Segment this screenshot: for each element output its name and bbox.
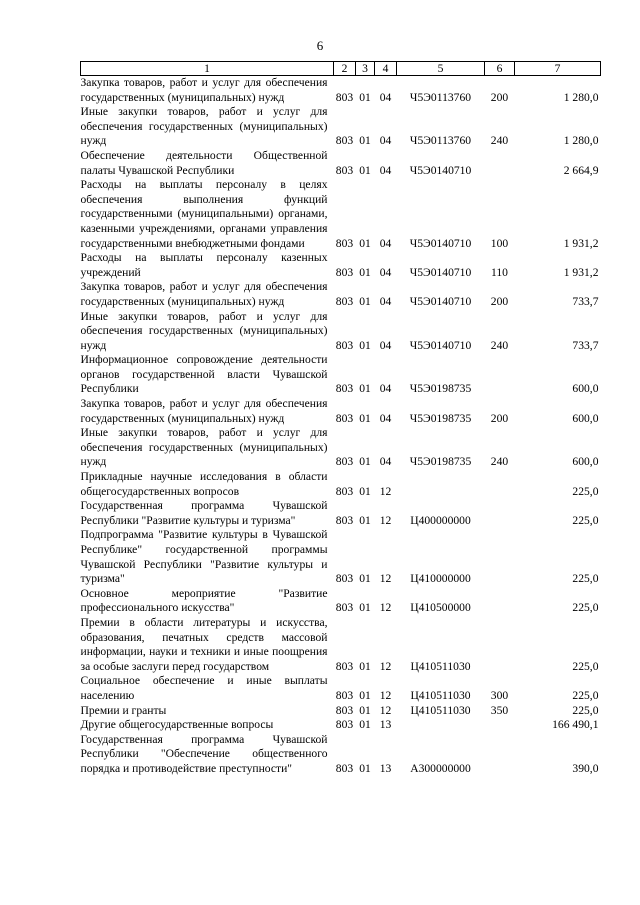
header-col-3: 3 [356,62,375,76]
table-row [81,704,601,719]
ministry-code-cell: 803 [335,411,354,425]
target-item-code-cell: Ц410511030 [410,703,471,717]
amount-cell: 225,0 [572,513,599,527]
expense-name-cell: Иные закупки товаров, работ и услуг для обеспечения государственных (муниципальных) нужд [80,309,328,352]
section-code-cell: 01 [359,163,371,177]
subsection-code-cell: 04 [379,338,392,352]
ministry-code-cell: 803 [335,761,354,775]
expense-type-code-cell: 100 [490,236,509,250]
section-code-cell: 01 [359,338,371,352]
expense-name-cell: Основное мероприятие "Развитие профессионального искусства" [80,586,328,615]
subsection-code-cell: 04 [379,455,392,469]
subsection-code-cell: 12 [379,659,392,673]
expense-name-cell: Государственная программа Чувашской Республики "Обеспечение общественного порядка и противодействие преступности" [80,732,328,775]
ministry-code-cell: 803 [335,659,354,673]
page-number: 6 [316,38,324,53]
expense-name-cell: Премии и гранты [80,703,167,717]
amount-cell: 225,0 [572,688,599,702]
subsection-code-cell: 04 [379,411,392,425]
target-item-code-cell: Ц410511030 [410,659,471,673]
ministry-code-cell: 803 [335,455,354,469]
expense-type-code-cell: 300 [490,688,509,702]
target-item-code-cell: Ч5Э0113760 [409,90,472,104]
expense-type-code-cell [485,528,515,586]
amount-cell: 1 280,0 [563,134,599,148]
header-col-4: 4 [375,62,397,76]
subsection-code-cell: 04 [379,265,392,279]
subsection-code-cell: 04 [379,163,392,177]
section-code-cell: 01 [359,572,371,586]
target-item-code-cell: Ч5Э0140710 [409,236,472,250]
ministry-code-cell: 803 [335,134,354,148]
target-item-code-cell: А300000000 [410,761,471,775]
expense-name-cell: Подпрограмма "Развитие культуры в Чувашской Республике" государственной программы Чувашской Республики "Развитие культуры и туризма" [80,528,328,586]
expense-name-cell: Расходы на выплаты персоналу казенных учреждений [80,251,328,279]
expense-type-code-cell [485,499,515,528]
header-col-7: 7 [515,62,601,76]
table-row [81,426,601,470]
ministry-code-cell: 803 [335,718,354,732]
target-item-code-cell: Ч5Э0140710 [409,265,472,279]
table-row [81,470,601,499]
amount-cell: 225,0 [572,572,599,586]
table-row [81,499,601,528]
ministry-code-cell: 803 [335,513,354,527]
target-item-code-cell: Ц400000000 [410,513,471,527]
target-item-code-cell: Ч5Э0113760 [409,134,472,148]
target-item-code-cell: Ч5Э0198735 [409,455,472,469]
table-row [81,616,601,674]
expense-name-cell: Государственная программа Чувашской Республики "Развитие культуры и туризма" [80,499,328,527]
target-item-code-cell: Ч5Э0198735 [409,382,472,396]
amount-cell: 1 280,0 [563,90,599,104]
amount-cell: 600,0 [572,455,599,469]
section-code-cell: 01 [359,236,371,250]
target-item-code-cell: Ц410511030 [410,688,471,702]
expense-type-code-cell: 200 [490,294,509,308]
ministry-code-cell: 803 [335,236,354,250]
header-col-6: 6 [485,62,515,76]
amount-cell: 225,0 [572,703,599,717]
amount-cell: 600,0 [572,382,599,396]
expense-type-code-cell: 110 [491,265,508,279]
table-row [81,76,601,106]
ministry-code-cell: 803 [335,163,354,177]
expense-name-cell: Премии в области литературы и искусства, образования, печатных средств массовой информации, науки и техники и иные поощрения за особые заслуги перед государством [80,615,328,673]
amount-cell: 225,0 [572,601,599,615]
expense-type-code-cell [485,733,515,777]
section-code-cell: 01 [359,703,371,717]
expense-type-code-cell: 200 [490,90,509,104]
ministry-code-cell: 803 [335,294,354,308]
amount-cell: 733,7 [572,338,599,352]
table-row [81,353,601,397]
budget-table [80,61,601,777]
expense-name-cell: Расходы на выплаты персоналу в целях обеспечения выполнения функций государственными (муниципальными) органами, казенными учреждениями, органами управления государственными внебюджетными фондами [80,178,328,250]
subsection-code-cell: 12 [379,688,392,702]
expense-name-cell: Иные закупки товаров, работ и услуг для обеспечения государственных (муниципальных) нужд [80,105,328,148]
section-code-cell: 01 [359,601,371,615]
section-code-cell: 01 [359,294,371,308]
subsection-code-cell: 12 [379,484,392,498]
expense-type-code-cell: 240 [490,455,509,469]
table-row [81,674,601,703]
expense-type-code-cell: 240 [490,134,509,148]
table-row [81,528,601,586]
expense-type-code-cell [485,718,515,733]
table-row [81,280,601,309]
expense-name-cell: Закупка товаров, работ и услуг для обеспечения государственных (муниципальных) нужд [80,76,328,104]
expense-type-code-cell: 200 [490,411,509,425]
amount-cell: 733,7 [572,294,599,308]
expense-type-code-cell: 240 [490,338,509,352]
target-item-code-cell [397,470,485,499]
ministry-code-cell: 803 [335,382,354,396]
table-row [81,718,601,733]
ministry-code-cell: 803 [335,484,354,498]
ministry-code-cell: 803 [335,688,354,702]
header-col-1: 1 [81,62,334,76]
target-item-code-cell: Ч5Э0198735 [409,411,472,425]
subsection-code-cell: 04 [379,294,392,308]
ministry-code-cell: 803 [335,90,354,104]
expense-type-code-cell [485,353,515,397]
ministry-code-cell: 803 [335,338,354,352]
subsection-code-cell: 13 [379,718,392,732]
ministry-code-cell: 803 [335,572,354,586]
table-row [81,733,601,777]
header-col-5: 5 [397,62,485,76]
expense-name-cell: Обеспечение деятельности Общественной палаты Чувашской Республики [80,148,328,177]
target-item-code-cell: Ц410000000 [410,572,471,586]
subsection-code-cell: 13 [379,761,392,775]
section-code-cell: 01 [359,659,371,673]
expense-name-cell: Закупка товаров, работ и услуг для обеспечения государственных (муниципальных) нужд [80,397,328,425]
amount-cell: 2 664,9 [563,163,599,177]
table-body [81,76,601,777]
table-row [81,251,601,280]
ministry-code-cell: 803 [335,265,354,279]
subsection-code-cell: 04 [379,382,392,396]
target-item-code-cell: Ц410500000 [410,601,471,615]
expense-type-code-cell [485,470,515,499]
section-code-cell: 01 [359,688,371,702]
amount-cell: 225,0 [572,484,599,498]
expense-name-cell: Информационное сопровождение деятельности органов государственной власти Чувашской Республики [80,353,328,396]
amount-cell: 225,0 [572,659,599,673]
section-code-cell: 01 [359,455,371,469]
table-row [81,587,601,616]
target-item-code-cell [397,718,485,733]
subsection-code-cell: 12 [379,513,392,527]
target-item-code-cell: Ч5Э0140710 [409,338,472,352]
expense-name-cell: Социальное обеспечение и иные выплаты населению [80,674,328,702]
subsection-code-cell: 12 [379,703,392,717]
amount-cell: 166 490,1 [552,718,599,732]
table-row [81,178,601,251]
section-code-cell: 01 [359,265,371,279]
table-row [81,105,601,149]
expense-type-code-cell [485,587,515,616]
target-item-code-cell: Ч5Э0140710 [409,163,472,177]
section-code-cell: 01 [359,718,371,732]
header-col-2: 2 [334,62,356,76]
expense-type-code-cell [485,149,515,178]
target-item-code-cell: Ч5Э0140710 [409,294,472,308]
section-code-cell: 01 [359,513,371,527]
expense-name-cell: Иные закупки товаров, работ и услуг для обеспечения государственных (муниципальных) нужд [80,426,328,469]
subsection-code-cell: 12 [379,601,392,615]
subsection-code-cell: 04 [379,236,392,250]
amount-cell: 1 931,2 [563,236,599,250]
subsection-code-cell: 04 [379,90,392,104]
expense-type-code-cell: 350 [490,703,509,717]
section-code-cell: 01 [359,484,371,498]
table-row [81,149,601,178]
expense-type-code-cell [485,616,515,674]
section-code-cell: 01 [359,90,371,104]
section-code-cell: 01 [359,382,371,396]
ministry-code-cell: 803 [335,601,354,615]
section-code-cell: 01 [359,411,371,425]
amount-cell: 1 931,2 [563,265,599,279]
table-row [81,310,601,354]
section-code-cell: 01 [359,761,371,775]
section-code-cell: 01 [359,134,371,148]
expense-name-cell: Закупка товаров, работ и услуг для обеспечения государственных (муниципальных) нужд [80,280,328,308]
table-row [81,397,601,426]
subsection-code-cell: 04 [379,134,392,148]
subsection-code-cell: 12 [379,572,392,586]
amount-cell: 600,0 [572,411,599,425]
expense-name-cell: Другие общегосударственные вопросы [80,718,274,732]
ministry-code-cell: 803 [335,703,354,717]
expense-name-cell: Прикладные научные исследования в области общегосударственных вопросов [80,470,328,498]
table-header-row [81,62,601,76]
amount-cell: 390,0 [572,761,599,775]
